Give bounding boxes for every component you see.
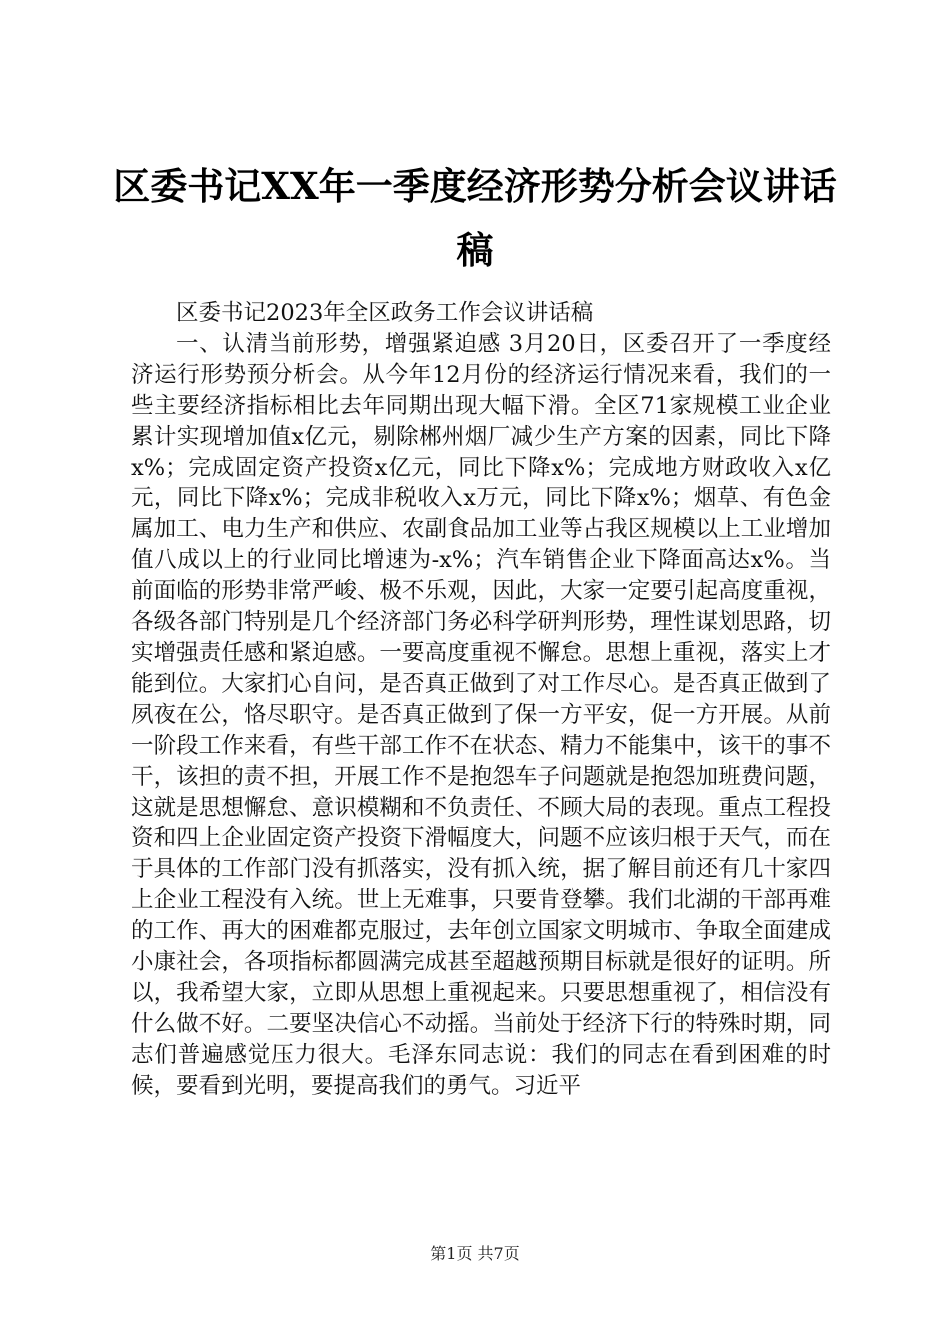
document-body <box>131 298 831 1102</box>
page-footer: 第1页 共7页 <box>430 1244 520 1263</box>
document-title: 区委书记XX年一季度经济形势分析会议讲话稿 <box>113 164 837 272</box>
subtitle-paragraph: 区委书记2023年全区政务工作会议讲话稿 <box>176 300 594 326</box>
body-paragraph: 一、认清当前形势，增强紧迫感 3月20日，区委召开了一季度经济运行形势预分析会。从今年12月份的经济运行情况来看，我们的一些主要经济指标相比去年同期出现大幅下滑。全区71家规模工业企业累计实现增加值x亿元，剔除郴州烟厂减少生产方案的因素，同比下降x%；完成固定资产投资x亿元，同比下降x%；完成地方财政收入x亿元，同比下降x%；完成非税收入x万元，同比下降x%；烟草、有色金属加工、电力生产和供应、农副食品加工业等占我区规模以上工业增加值八成以上的行业同比增速为-x%；汽车销售企业下降面高达x%。当前面临的形势非常严峻、极不乐观，因此，大家一定要引起高度重视，各级各部门特别是几个经济部门务必科学研判形势，理性谋划思路，切实增强责任感和紧迫感。一要高度重视不懈怠。思想上重视，落实上才能到位。大家扪心自问，是否真正做到了对工作尽心。是否真正做到了夙夜在公，恪尽职守。是否真正做到了保一方平安，促一方开展。从前一阶段工作来看，有些干部工作不在状态、精力不能集中，该干的事不干，该担的责不担，开展工作不是抱怨车子问题就是抱怨加班费问题，这就是思想懈怠、意识模糊和不负责任、不顾大局的表现。重点工程投资和四上企业固定资产投资下滑幅度大，问题不应该归根于天气，而在于具体的工作部门没有抓落实，没有抓入统，据了解目前还有几十家四上企业工程没有入统。世上无难事，只要肯登攀。我们北湖的干部再难的工作、再大的困难都克服过，去年创立国家文明城市、争取全面建成小康社会，各项指标都圆满完成甚至超越预期目标就是很好的证明。所以，我希望大家，立即从思想上重视起来。只要思想重视了，相信没有什么做不好。二要坚决信心不动摇。当前处于经济下行的特殊时期，同志们普遍感觉压力很大。毛泽东同志说：我们的同志在看到困难的时候，要看到光明，要提高我们的勇气。习近平 <box>131 330 831 1099</box>
